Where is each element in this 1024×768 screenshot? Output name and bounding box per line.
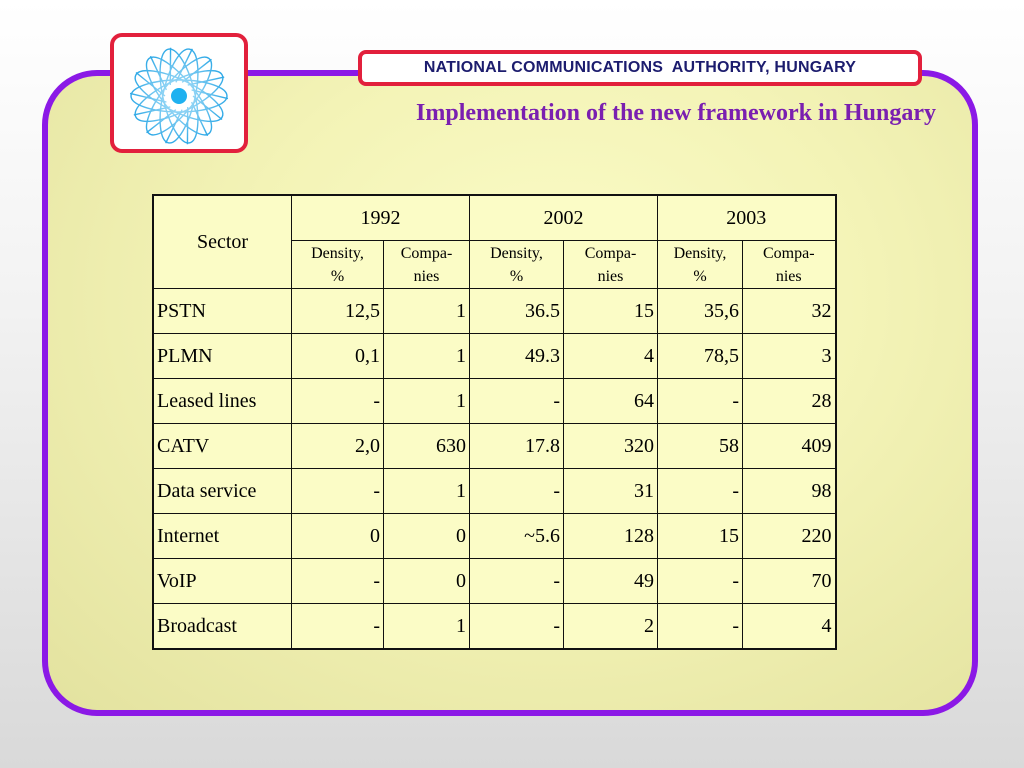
table-cell: 78,5 — [658, 334, 743, 379]
logo-box — [110, 33, 248, 153]
table-cell: 2,0 — [292, 424, 384, 469]
table-cell: 15 — [658, 514, 743, 559]
table-cell: - — [470, 379, 564, 424]
subheader-line: % — [330, 267, 345, 285]
sector-label: PLMN — [153, 334, 292, 379]
table-cell: 70 — [743, 559, 836, 604]
table-cell: 28 — [743, 379, 836, 424]
sector-label: Data service — [153, 469, 292, 514]
table-cell: - — [470, 559, 564, 604]
table-row — [153, 514, 836, 559]
subheader-line: % — [693, 267, 707, 285]
subheader-line: nies — [413, 267, 440, 285]
table-cell: 1 — [384, 469, 470, 514]
sector-label: Internet — [153, 514, 292, 559]
subheader-line: Density, — [311, 244, 364, 262]
sector-header: Sector — [153, 195, 292, 289]
table-cell: - — [292, 559, 384, 604]
subheader-line: % — [509, 267, 524, 285]
table-cell: 98 — [743, 469, 836, 514]
table-cell: 4 — [743, 604, 836, 650]
sector-label: PSTN — [153, 289, 292, 334]
table-body — [153, 289, 836, 650]
table-cell: 1 — [384, 334, 470, 379]
page-title: Implementation of the new framework in Hungary — [416, 100, 936, 126]
star-burst-logo-icon — [126, 43, 232, 149]
sector-label: Broadcast — [153, 604, 292, 650]
table-cell: 36.5 — [470, 289, 564, 334]
table-row — [153, 559, 836, 604]
table-cell: 49.3 — [470, 334, 564, 379]
year-header: 2002 — [470, 195, 658, 241]
table-cell: 630 — [384, 424, 470, 469]
column-subheader — [658, 241, 743, 289]
table-row — [153, 604, 836, 650]
table-row — [153, 469, 836, 514]
column-subheader — [743, 241, 836, 289]
table-cell: 17.8 — [470, 424, 564, 469]
table-cell: 1 — [384, 289, 470, 334]
table-cell: 4 — [564, 334, 658, 379]
table-cell: - — [292, 604, 384, 650]
agency-banner: NATIONAL COMMUNICATIONS AUTHORITY, HUNGARY — [358, 50, 922, 86]
column-subheader — [384, 241, 470, 289]
table-cell: 1 — [384, 379, 470, 424]
year-header: 1992 — [292, 195, 470, 241]
subheader-line: Density, — [673, 244, 727, 262]
sector-label: CATV — [153, 424, 292, 469]
table-cell: 15 — [564, 289, 658, 334]
table-cell: - — [470, 469, 564, 514]
column-subheader — [470, 241, 564, 289]
subheader-line: Compa- — [584, 244, 637, 262]
table-cell: 1 — [384, 604, 470, 650]
table-cell: - — [658, 469, 743, 514]
table-cell: 49 — [564, 559, 658, 604]
table-cell: 2 — [564, 604, 658, 650]
subheader-line: Compa- — [400, 244, 453, 262]
table-cell: - — [658, 379, 743, 424]
table-cell: 64 — [564, 379, 658, 424]
table-row — [153, 379, 836, 424]
subheader-line: Compa- — [762, 244, 815, 262]
table-cell: 0,1 — [292, 334, 384, 379]
year-header-row — [153, 195, 836, 241]
table-cell: - — [470, 604, 564, 650]
table-cell: 3 — [743, 334, 836, 379]
table-cell: 0 — [292, 514, 384, 559]
table-cell: 58 — [658, 424, 743, 469]
table-cell: - — [658, 559, 743, 604]
table-cell: 12,5 — [292, 289, 384, 334]
statistics-table — [152, 194, 837, 650]
table-cell: 409 — [743, 424, 836, 469]
subheader-line: nies — [775, 267, 802, 285]
table-cell: 35,6 — [658, 289, 743, 334]
table-cell: - — [292, 379, 384, 424]
table-cell: - — [292, 469, 384, 514]
table-cell: 220 — [743, 514, 836, 559]
year-header: 2003 — [658, 195, 836, 241]
table-cell: 320 — [564, 424, 658, 469]
table-row — [153, 334, 836, 379]
column-subheader — [564, 241, 658, 289]
sector-label: Leased lines — [153, 379, 292, 424]
subheader-line: nies — [597, 267, 624, 285]
sector-label: VoIP — [153, 559, 292, 604]
table-row — [153, 289, 836, 334]
subheader-line: Density, — [490, 244, 543, 262]
column-subheader — [292, 241, 384, 289]
table-cell: 128 — [564, 514, 658, 559]
table-cell: ~5.6 — [470, 514, 564, 559]
table-cell: 0 — [384, 559, 470, 604]
table-cell: 31 — [564, 469, 658, 514]
table-cell: 0 — [384, 514, 470, 559]
table-cell: 32 — [743, 289, 836, 334]
table-cell: - — [658, 604, 743, 650]
table-row — [153, 424, 836, 469]
